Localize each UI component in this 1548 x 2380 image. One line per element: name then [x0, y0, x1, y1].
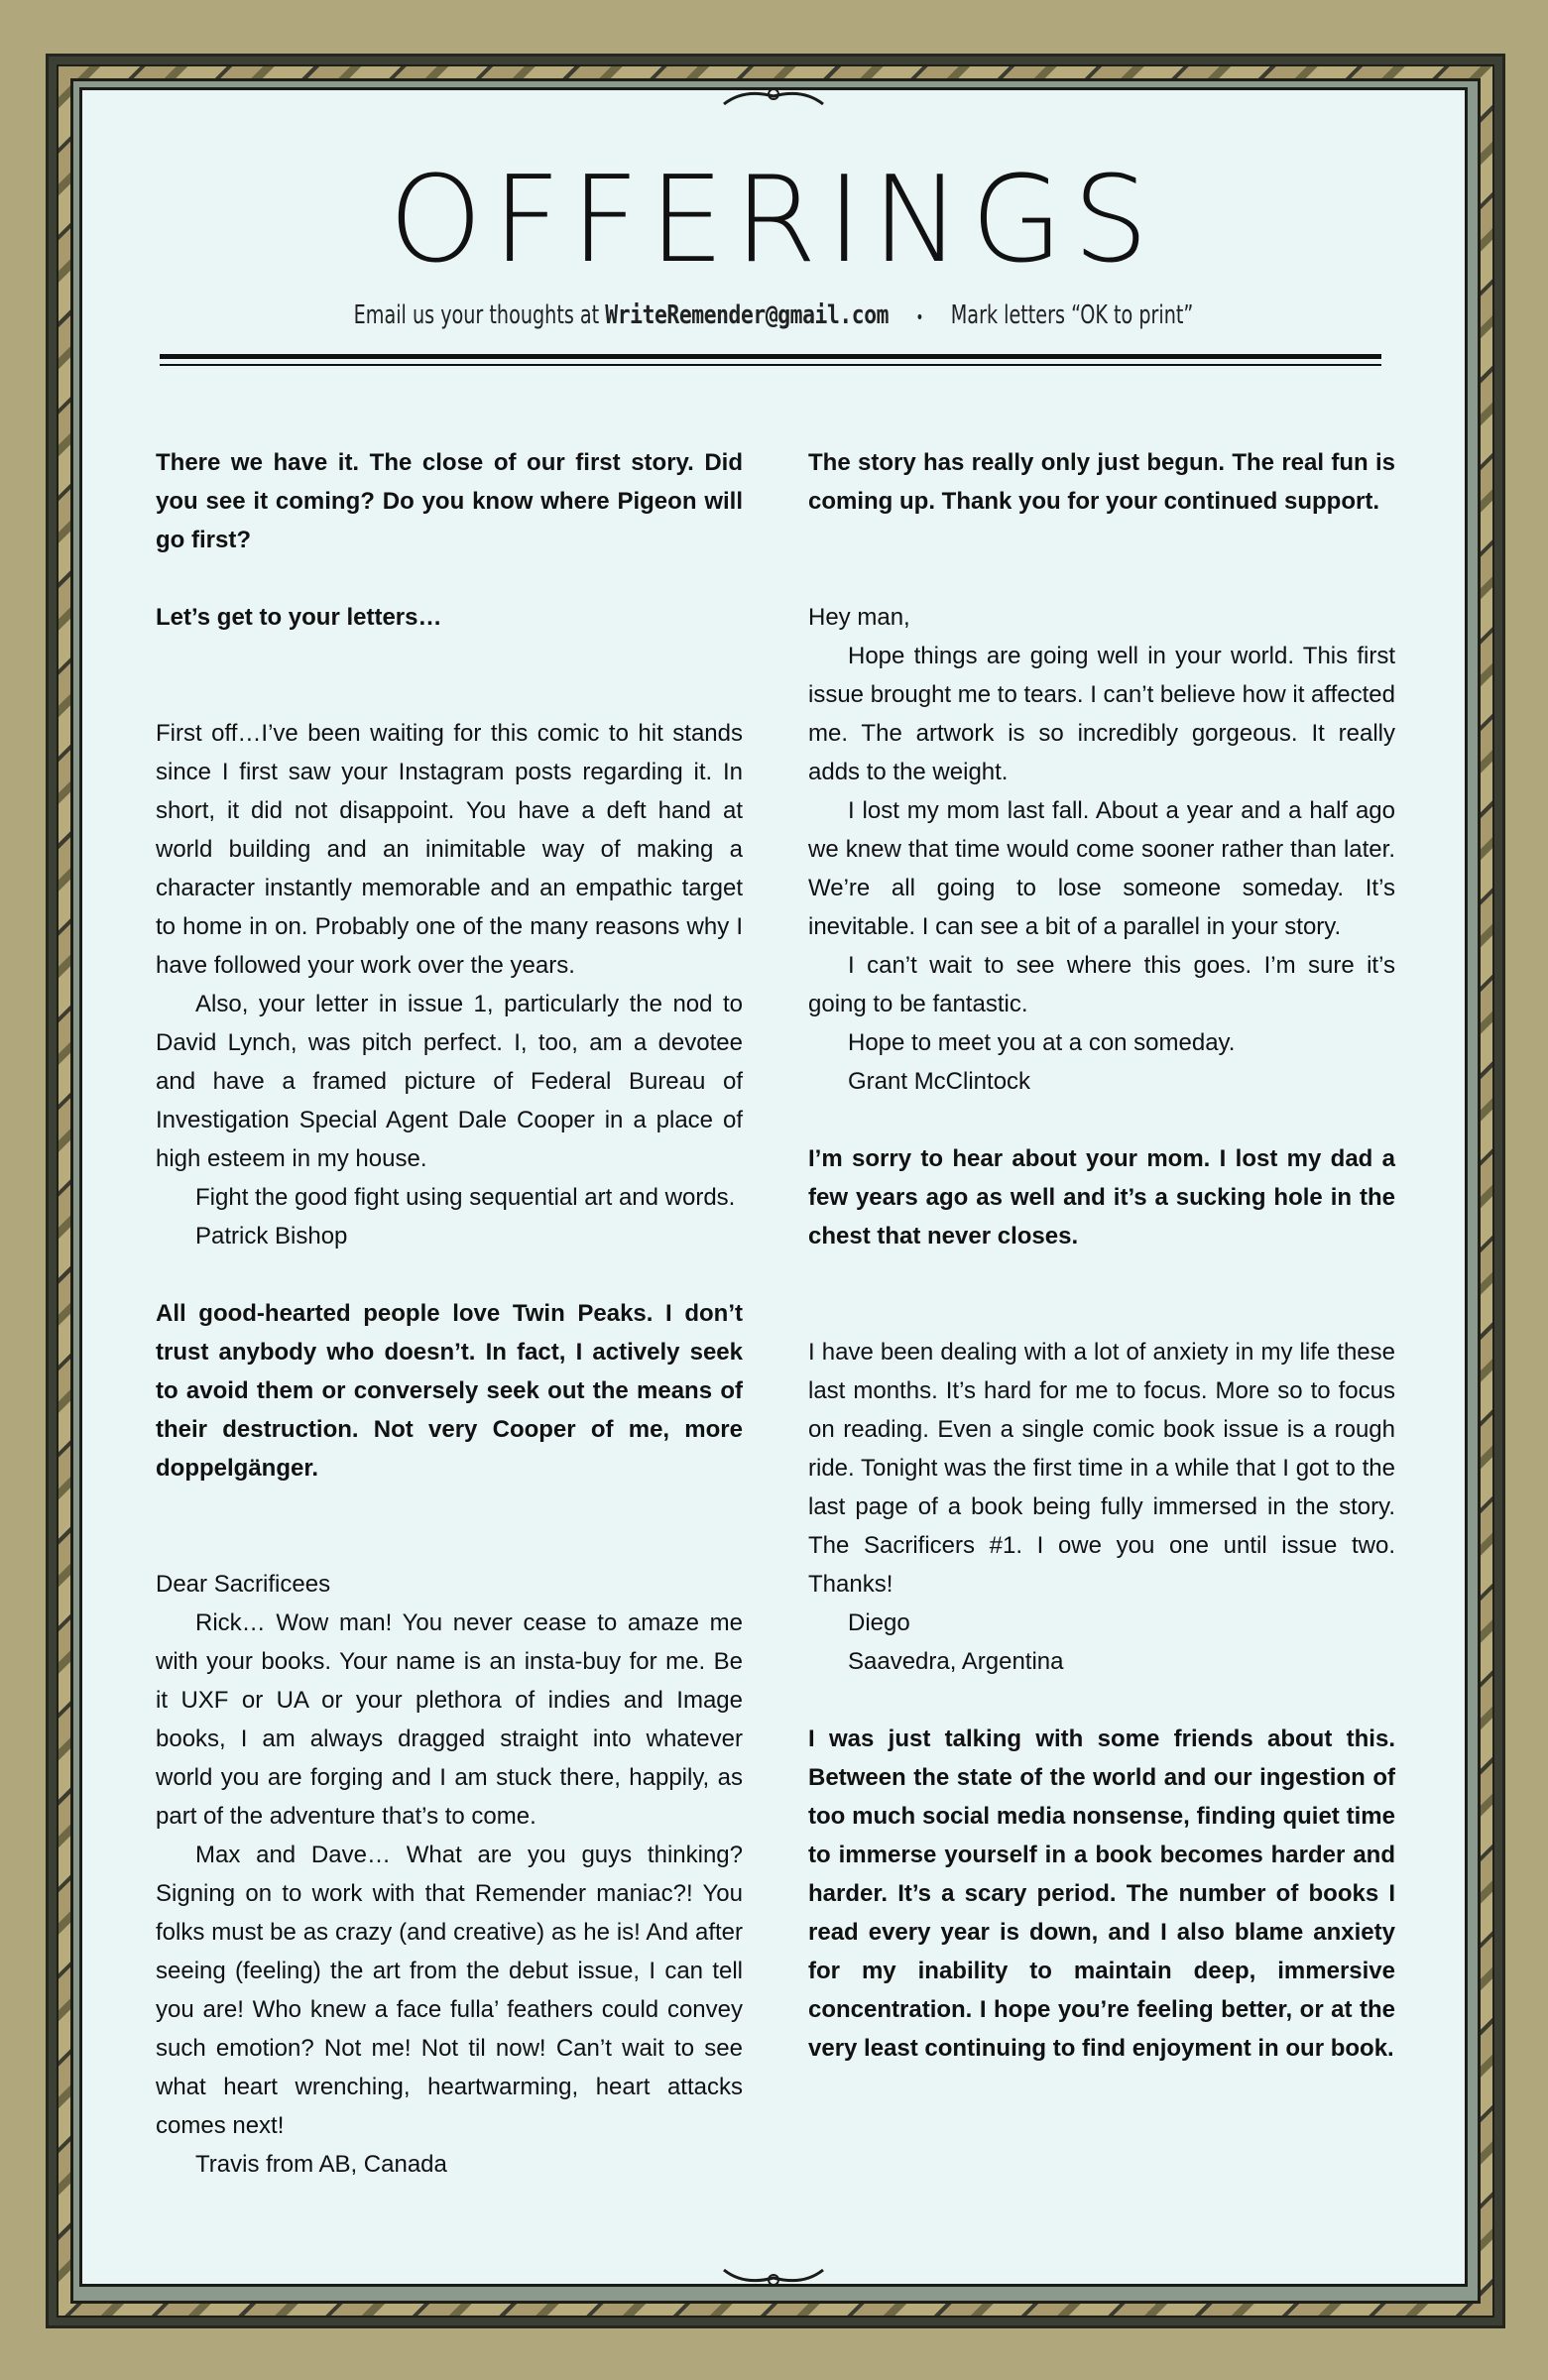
letter-paragraph: I lost my mom last fall. About a year and a half ago we knew that time would come sooner rather than later. We’re all going to lose someone someday. It’s inevitable. I can see a bit of a parallel in your story. [808, 797, 1395, 940]
letter-signature: Travis from AB, Canada [195, 2151, 447, 2178]
letter-signature: Grant McClintock [848, 1068, 1031, 1095]
header-rule-thick [160, 354, 1381, 359]
contact-line [206, 300, 1340, 330]
ornament-bottom-icon [714, 2268, 833, 2288]
left-column [156, 443, 743, 2184]
editor-reply: All good-hearted people love Twin Peaks. I don’t trust anybody who doesn’t. In fact, I actively seek to avoid them or conversely seek out the means of their destruction. Not very Cooper of me, more doppelgänger. [156, 1300, 743, 1482]
contact-email[interactable]: WriteRemender@gmail.com [605, 300, 890, 330]
letter-paragraph: Max and Dave… What are you guys thinking? Signing on to work with that Remender maniac?! You folks must be as crazy (and creative) as he is! And after seeing (feeling) the art from the debut issue, I can tell you are! Who knew a face fulla’ feathers could convey such emotion? Not me! Not til now! Can’t wait to see what heart wrenching, heartwarming, heart attacks comes next! [156, 1842, 743, 2139]
right-column [808, 443, 1395, 2068]
letter-signature: Diego [848, 1609, 910, 1636]
editor-intro: There we have it. The close of our first story. Did you see it coming? Do you know where Pigeon will go first? [156, 449, 743, 553]
letters-page [79, 87, 1468, 2287]
letter-paragraph: Also, your letter in issue 1, particularly the nod to David Lynch, was pitch perfect. I, too, am a devotee and have a framed picture of Federal Bureau of Investigation Special Agent Dale Cooper in a place of high esteem in my house. [156, 991, 743, 1172]
letter-paragraph: Rick… Wow man! You never cease to amaze me with your books. Your name is an insta-buy for me. Be it UXF or UA or your plethora of indies and Image books, I am always dragged straight into whatever world you are forging and I am stuck there, happily, as part of the adventure that’s to come. [156, 1609, 743, 1830]
letter-paragraph: Hope to meet you at a con someday. [848, 1029, 1236, 1056]
header-rule-thin [160, 364, 1381, 366]
editor-lead: Let’s get to your letters… [156, 604, 442, 631]
letter-greeting: Dear Sacrificees [156, 1571, 331, 1598]
page-title: OFFERINGS [388, 152, 1158, 290]
letter-paragraph: I have been dealing with a lot of anxiety in my life these last months. It’s hard for me to focus. More so to focus on reading. Even a single comic book issue is a rough ride. Tonight was the first time in a while that I got to the last page of a book being fully immersed in the story. The Sacrificers #1. I owe you one until issue two. Thanks! [808, 1339, 1395, 1598]
letter-paragraph: Fight the good fight using sequential art and words. [195, 1184, 736, 1211]
letter-greeting: Hey man, [808, 604, 910, 631]
editor-reply: I was just talking with some friends about this. Between the state of the world and our ingestion of too much social media nonsense, finding quiet time to immerse yourself in a book becomes harder and harder. It’s a scary period. The number of books I read every year is down, and I also blame anxiety for my inability to maintain deep, immersive concentration. I hope you’re feeling better, or at the very least continuing to find enjoyment in our book. [808, 1726, 1395, 2062]
letter-paragraph: First off…I’ve been waiting for this comic to hit stands since I first saw your Instagram posts regarding it. In short, it did not disappoint. You have a deft hand at world building and an inimitable way of making a character instantly memorable and an empathic target to home in on. Probably one of the many reasons why I have followed your work over the years. [156, 720, 743, 979]
contact-prefix: Email us your thoughts at [353, 300, 600, 330]
print-note: Mark letters “OK to print” [950, 300, 1194, 330]
letter-location: Saavedra, Argentina [848, 1648, 1064, 1675]
bullet-separator: • [915, 307, 924, 328]
letter-paragraph: I can’t wait to see where this goes. I’m sure it’s going to be fantastic. [808, 952, 1395, 1017]
letter-paragraph: Hope things are going well in your world. This first issue brought me to tears. I can’t believe how it affected me. The artwork is so incredibly gorgeous. It really adds to the weight. [808, 643, 1395, 785]
ornament-top-icon [714, 86, 833, 106]
editor-reply: The story has really only just begun. The real fun is coming up. Thank you for your continued support. [808, 449, 1395, 515]
letter-signature: Patrick Bishop [195, 1223, 348, 1250]
editor-reply: I’m sorry to hear about your mom. I lost my dad a few years ago as well and it’s a sucking hole in the chest that never closes. [808, 1145, 1395, 1250]
